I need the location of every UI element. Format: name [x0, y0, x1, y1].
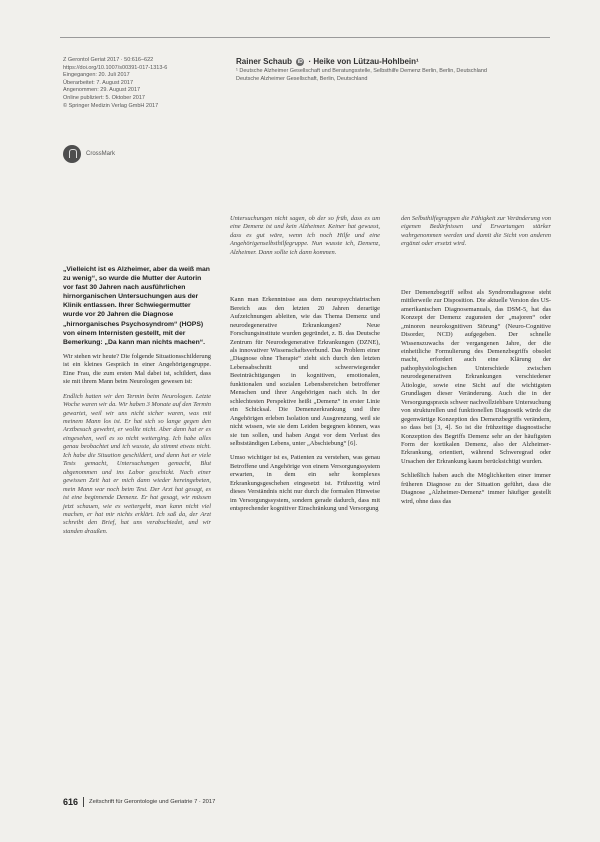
meta-line: Z Gerontol Geriat 2017 · 50:616–622 — [63, 57, 154, 63]
author-block — [236, 57, 566, 84]
author-name: Rainer Schaub — [236, 57, 293, 66]
column-left — [63, 265, 211, 542]
affiliation: ¹ Deutsche Alzheimer Gesellschaft und Beratungsstelle, Selbsthilfe Demenz Berlin, Berlin, Deutschland — [236, 68, 487, 74]
body-paragraph: Kann man Erkenntnisse aus dem neuropsychiatrischen Bereich aus den letzten 20 Jahren derartige Aufzeichnungen ableiten, wie das Thema Demenz und neurodegenerative Erkrankungen? Neue Forschungsinstitute wurden gegründet, z. B. das Deutsche Zentrum für Neurodegenerative Erkrankungen (DZNE), als innovativer Wissenschaftsverbund. Das Problem einer „Diagnose ohne Therapie“ zieht sich durch den letzten Lebensabschnitt und schwerwiegender Beeinträchtigungen in kognitiven, emotionalen, funktionalen und sozialen Lebensbereichen betroffener Menschen und ihrer Angehörigen nach sich. In der schlechtesten Perspektive heißt „Demenz“ in erster Linie ein Schicksal. Die Demenzerkrankung und ihre Angehörigen erleben Isolation und Ausgrenzung, weil sie nicht wissen, wie sie dem Leiden begegnen können, was sie tun sollen, und haben Angst vor dem Verlust des selbstständigen Lebens, unter „Abschiebung“ [6]. — [230, 296, 380, 447]
quoted-passage: Endlich hatten wir den Termin beim Neurologen. Letzte Woche waren wir da. Wir haben 3 Monate auf den Termin gewartet, weil wir uns nicht sicher waren, was mit meinem Mann los ist. Er hat sich so lange gegen den Arztbesuch gewehrt, er wollte nicht. Aber dann hat er es eingesehen, weil es so nicht weiterging. Ich habe alles genau beobachtet und ich wusste, da stimmt etwas nicht. Ich habe die Situation geschildert, und dann hat er viele Tests gemacht, Untersuchungen gemacht, Blut abgenommen und ins Labor geschickt. Nach einer gewissen Zeit hat er mich dann wieder hereingebeten, mein Mann war noch beim Test. Der Arzt hat gesagt, es ist eine beginnende Demenz. Er hat gesagt, wir müssen jetzt schauen, wie es weitergeht, man kann nicht viel machen, er hat mir nichts erklärt. Ich saß da, der Arzt schreibt den Brief, hat uns verabschiedet, und wir standen draußen. — [63, 392, 211, 535]
meta-line: Online publiziert: 5. Oktober 2017 — [63, 94, 145, 101]
page-footer — [63, 797, 215, 807]
meta-line: © Springer Medizin Verlag GmbH 2017 — [63, 102, 159, 109]
author-line — [236, 57, 566, 66]
author-affiliations — [236, 68, 566, 84]
author-name: · Heike von Lützau-Hohlbein¹ — [308, 57, 419, 66]
crossmark-label: CrossMark — [86, 151, 116, 157]
orcid-icon[interactable]: iD — [297, 58, 303, 65]
body-paragraph: Umso wichtiger ist es, Patienten zu verstehen, was genau Betroffene und Angehörige von einem Versorgungssystem erwarten, in dem ein sehr komplexes Erkrankungsgeschehen eingesetzt ist. Frühzeitig wird dieses Verständnis nicht nur durch die formalen Hinweise im Versorgungssystem, sondern gerade dadurch, dass mit entsprechender kognitiver Einschränkung und Versorgung — [230, 454, 380, 513]
meta-line: Angenommen: 29. August 2017 — [63, 87, 141, 94]
body-paragraph: Wir stehen wir heute? Die folgende Situationsschilderung ist ein kleines Gespräch in einer Angehörigengruppe. Eine Frau, die zum ersten Mal dabei ist, schildert, dass sie mit ihrem Mann beim Neurologen gewesen ist: — [63, 352, 211, 386]
header-rule — [60, 37, 550, 38]
crossmark-icon — [63, 145, 81, 163]
body-paragraph: Schließlich haben auch die Möglichkeiten einer immer früheren Diagnose zu der Situation geführt, dass die Diagnose „Alzheimer-Demenz“ immer häufiger gestellt wird, ohne dass das — [401, 472, 551, 505]
lead-paragraph: „Vielleicht ist es Alzheimer, aber da weiß man zu wenig“, so wurde die Mutter der Autorin vor fast 30 Jahren nach ausführlichen hirnorganischen Untersuchungen aus der Klinik entlassen. Ihrer Schwiegermutter wurde vor 20 Jahren die Diagnose „hirnorganisches Psychosyndrom“ (HOPS) von einem Internisten gestellt, mit der Bemerkung: „Da kann man nichts machen“. — [63, 266, 210, 346]
journal-name: Zeitschrift für Gerontologie und Geriatrie 7 · 2017 — [89, 799, 216, 805]
column-middle — [230, 215, 380, 520]
doi-link[interactable]: https://doi.org/10.1007/s00391-017-1313-6 — [63, 64, 168, 71]
body-paragraph: Der Demenzbegriff selbst als Syndromdiagnose steht mittlerweile zur Disposition. Die aktuelle Version des US-amerikanischen Diagnosemanuals, das DSM-5, hat das Konzept der Demenz zugunsten der „majoren“ oder „minoren neurokognitiven Störung“ (Neuro-Cognitive Disorder, NCD) aufgegeben. Der schnelle Wissenszuwachs der vergangenen Jahre, der die einheitliche Formulierung des Demenzbegriffs obsolet macht, erfordert auch eine Klärung der pathophysiologischen Unterschiede zwischen neurodegenerativen Erkrankungen verschiedener Ätiologie, sowie eine Sicht auf die wichtigsten Grundlagen dieser Veränderung. Auch die in der Versorgungspraxis schwer nachvollziehbare Untersuchung von strukturellen und funktionellen Diagnostik würde die gegenwärtige Konzeption des Demenzbegriffs verändern, so dass bei [3, 4]. So ist die frühzeitige diagnostische Konzeption des Begriffs Demenz sehr an der häufigsten Form der kortikalen Demenz, also der Alzheimer-Erkrankung, orientiert, während Schweregrad oder Ursachen der Erkrankung kaum berücksichtigt wurden. — [401, 288, 551, 465]
crossmark-badge[interactable] — [63, 145, 115, 163]
meta-line: Eingegangen: 20. Juli 2017 — [63, 72, 130, 79]
affiliation: Deutsche Alzheimer Gesellschaft, Berlin, Deutschland — [236, 75, 368, 82]
column-right — [401, 215, 551, 512]
quoted-passage: den Selbsthilfegruppen die Fähigkeit zur Veränderung von eigenen Bedürfnissen und Erwartungen stärker wahrgenommen werden und damit die Sicht von anderen ergänzt oder ersetzt wird. — [401, 215, 551, 248]
quoted-passage: Untersuchungen nicht sagen, ob der so früh, dass es um eine Demenz ist und kein Alzheimer. Keiner hat gewusst, dass es gut wäre, wenn ich noch Hilfe und eine Angehörigenselbsthilfegruppe. Nun wusste ich, Demenz, Alzheimer. Dann sollte ich dann kommen. — [230, 215, 380, 256]
article-metadata — [63, 57, 223, 110]
footer-divider — [83, 797, 84, 807]
page-number: 616 — [63, 797, 79, 807]
meta-line: Überarbeitet: 7. August 2017 — [63, 79, 134, 86]
